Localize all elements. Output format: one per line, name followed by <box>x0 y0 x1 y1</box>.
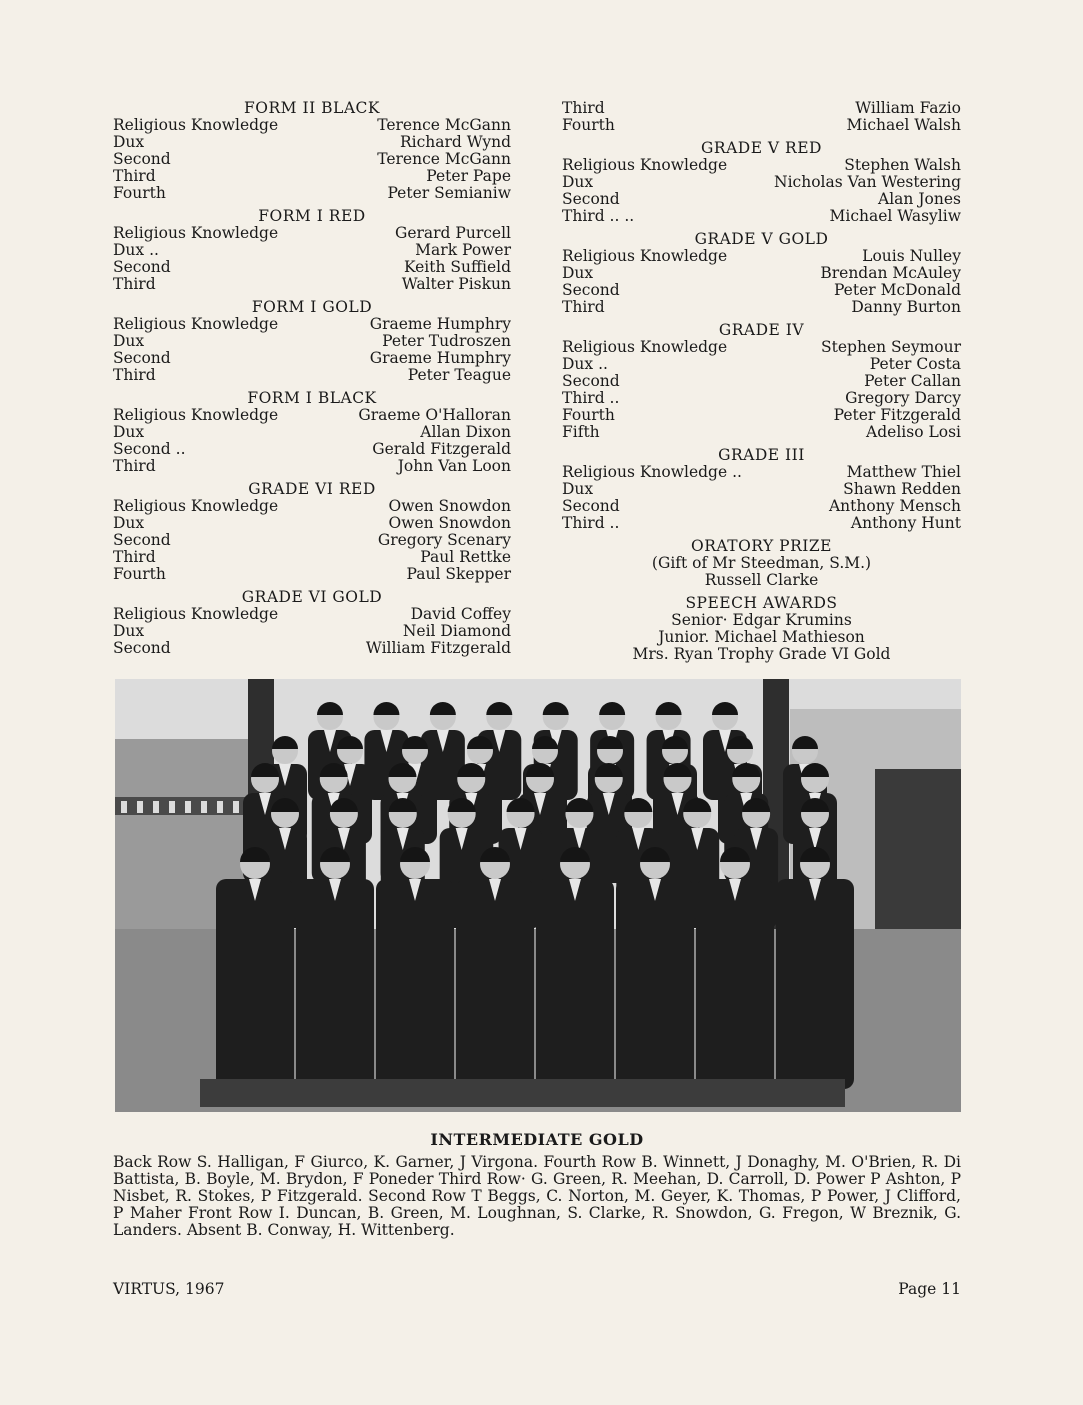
award-section <box>113 100 511 202</box>
award-category: Dux .. <box>113 241 159 259</box>
award-row <box>113 350 511 367</box>
award-row <box>113 225 511 242</box>
award-category: Fifth <box>562 423 600 441</box>
award-winner: Walter Piskun <box>401 275 511 293</box>
award-category: Third <box>562 99 605 117</box>
award-category: Second <box>113 349 171 367</box>
award-category: Dux <box>562 173 594 191</box>
award-category: Religious Knowledge <box>113 224 279 242</box>
oratory-winner: Russell Clarke <box>704 571 819 589</box>
award-category: Third .. <box>562 514 620 532</box>
student-body <box>616 879 694 1089</box>
award-category: Third .. .. <box>562 207 635 225</box>
award-category: Religious Knowledge <box>113 497 279 515</box>
student-body <box>696 879 774 1089</box>
award-category: Second <box>113 639 171 657</box>
award-section <box>113 390 511 475</box>
award-category: Dux <box>562 480 594 498</box>
award-winner: Danny Burton <box>851 298 961 316</box>
award-row <box>113 117 511 134</box>
award-category: Dux <box>113 622 145 640</box>
award-row <box>562 174 961 191</box>
photo-railing <box>169 801 175 813</box>
photo-railing <box>137 801 143 813</box>
award-winner: Adeliso Losi <box>866 423 961 441</box>
award-winner: Anthony Hunt <box>850 514 961 532</box>
award-winner: Stephen Seymour <box>821 338 961 356</box>
award-winner: William Fazio <box>855 99 961 117</box>
photo-railing <box>233 801 239 813</box>
award-category: Second .. <box>113 440 186 458</box>
photo-railing <box>201 801 207 813</box>
award-row <box>113 640 511 657</box>
section-title: FORM II BLACK <box>244 99 380 117</box>
award-row <box>113 242 511 259</box>
award-row <box>562 339 961 356</box>
award-category: Third <box>113 457 156 475</box>
award-section <box>113 481 511 583</box>
award-winner: Peter Pape <box>426 167 511 185</box>
award-category: Third <box>113 548 156 566</box>
award-row <box>562 282 961 299</box>
award-category: Second <box>113 258 171 276</box>
award-row <box>113 549 511 566</box>
award-section <box>113 589 511 657</box>
award-row <box>562 248 961 265</box>
section-title: GRADE V RED <box>701 139 822 157</box>
award-section <box>562 447 961 532</box>
award-winner: Peter Teague <box>407 366 511 384</box>
award-row <box>562 390 961 407</box>
award-row <box>562 157 961 174</box>
award-row <box>113 515 511 532</box>
section-title: GRADE VI RED <box>248 480 376 498</box>
award-section <box>562 322 961 441</box>
award-winner: Keith Suffield <box>403 258 511 276</box>
student-body <box>776 879 854 1089</box>
award-category: Dux <box>562 264 594 282</box>
oratory-donor: (Gift of Mr Steedman, S.M.) <box>651 554 872 572</box>
student-body <box>376 879 454 1089</box>
award-winner: Graeme Humphry <box>369 349 511 367</box>
award-row <box>562 464 961 481</box>
award-section <box>113 299 511 384</box>
award-row <box>113 316 511 333</box>
award-winner: Peter Semianiw <box>387 184 511 202</box>
award-winner: John Van Loon <box>397 457 511 475</box>
award-category: Religious Knowledge <box>562 338 728 356</box>
award-category: Second <box>113 150 171 168</box>
speech-junior: Junior. Michael Mathieson <box>658 628 865 646</box>
award-category: Second <box>562 372 620 390</box>
award-category: Religious Knowledge <box>562 156 728 174</box>
award-section <box>562 231 961 316</box>
award-row <box>113 276 511 293</box>
award-winner: Gerald Fitzgerald <box>372 440 511 458</box>
award-winner: Paul Skepper <box>406 565 511 583</box>
award-category: Dux <box>113 332 145 350</box>
award-row <box>113 259 511 276</box>
section-title: GRADE V GOLD <box>694 230 829 248</box>
left-column <box>113 100 511 657</box>
oratory-prize-section <box>562 538 961 589</box>
award-winner: Peter Costa <box>869 355 961 373</box>
award-category: Third <box>113 275 156 293</box>
footer-publication: VIRTUS, 1967 <box>113 1280 225 1298</box>
section-title: GRADE III <box>718 446 805 464</box>
award-winner: Louis Nulley <box>862 247 961 265</box>
speech-senior: Senior· Edgar Krumins <box>671 611 852 629</box>
award-row <box>113 424 511 441</box>
award-winner: Owen Snowdon <box>388 514 511 532</box>
section-title: FORM I GOLD <box>251 298 373 316</box>
section-title: GRADE VI GOLD <box>241 588 383 606</box>
speech-trophy: Mrs. Ryan Trophy Grade VI Gold <box>632 645 891 663</box>
award-winner: Michael Wasyliw <box>829 207 961 225</box>
caption-title: INTERMEDIATE GOLD <box>430 1130 644 1149</box>
award-winner: Mark Power <box>415 241 511 259</box>
photo-railing <box>185 801 191 813</box>
award-category: Third <box>113 366 156 384</box>
award-section <box>562 140 961 225</box>
award-row <box>562 515 961 532</box>
award-row <box>113 623 511 640</box>
caption-text: Back Row S. Halligan, F Giurco, K. Garner, J Virgona. Fourth Row B. Winnett, J Donaghy, M. O'Brien, R. Di Battista, B. Boyle, M. Brydon, F Poneder Third Row· G. Green, R. Meehan, D. Carroll, D. Power P Ashton, P Nisbet, R. Stokes, P Fitzgerald. Second Row T Beggs, C. Norton, M. Geyer, K. Thomas, P Power, J Clifford, P Maher Front Row I. Duncan, B. Green, M. Loughnan, S. Clarke, R. Snowdon, G. Fregon, W Breznik, G. Landers. Absent B. Conway, H. Wittenberg. <box>113 1153 961 1239</box>
award-row <box>113 168 511 185</box>
award-category: Second <box>562 497 620 515</box>
student-body <box>296 879 374 1089</box>
award-row <box>562 481 961 498</box>
class-photo-image <box>115 679 961 1112</box>
award-winner: Gregory Darcy <box>845 389 961 407</box>
award-category: Second <box>562 190 620 208</box>
section-title: SPEECH AWARDS <box>685 594 838 612</box>
award-winner: Peter Tudroszen <box>382 332 511 350</box>
award-category: Religious Knowledge <box>113 116 279 134</box>
award-row <box>113 333 511 350</box>
award-winner: Peter McDonald <box>833 281 961 299</box>
award-category: Fourth <box>113 184 166 202</box>
award-row <box>562 299 961 316</box>
award-row <box>562 100 961 117</box>
award-winner: Anthony Mensch <box>828 497 961 515</box>
award-row <box>562 407 961 424</box>
section-title: FORM I BLACK <box>247 389 377 407</box>
photo-railing <box>121 801 127 813</box>
award-row <box>562 265 961 282</box>
award-row <box>562 191 961 208</box>
award-winner: Paul Rettke <box>420 548 511 566</box>
award-winner: Richard Wynd <box>399 133 511 151</box>
award-row <box>562 498 961 515</box>
award-category: Dux <box>113 514 145 532</box>
award-winner: Peter Callan <box>864 372 961 390</box>
award-row <box>113 566 511 583</box>
award-winner: Michael Walsh <box>846 116 961 134</box>
award-winner: Brendan McAuley <box>820 264 961 282</box>
award-category: Dux <box>113 133 145 151</box>
award-row <box>113 458 511 475</box>
award-row <box>113 367 511 384</box>
award-category: Second <box>113 531 171 549</box>
award-category: Third <box>113 167 156 185</box>
award-row <box>562 208 961 225</box>
award-category: Religious Knowledge <box>113 605 279 623</box>
award-category: Second <box>562 281 620 299</box>
right-column <box>562 100 961 663</box>
award-winner: Terence McGann <box>377 150 511 168</box>
award-row <box>113 498 511 515</box>
award-category: Dux <box>113 423 145 441</box>
award-winner: Graeme Humphry <box>369 315 511 333</box>
award-winner: Peter Fitzgerald <box>833 406 961 424</box>
award-winner: Allan Dixon <box>420 423 511 441</box>
award-winner: David Coffey <box>410 605 511 623</box>
award-category: Fourth <box>562 406 615 424</box>
student-body <box>456 879 534 1089</box>
award-winner: Gerard Purcell <box>394 224 511 242</box>
photo-bench-shadow <box>200 1079 845 1107</box>
award-row <box>562 356 961 373</box>
award-row <box>562 424 961 441</box>
award-row <box>113 441 511 458</box>
award-category: Religious Knowledge <box>113 406 279 424</box>
award-winner: Alan Jones <box>878 190 961 208</box>
award-winner: Graeme O'Halloran <box>358 406 511 424</box>
award-row <box>113 532 511 549</box>
award-winner: William Fitzgerald <box>365 639 511 657</box>
award-winner: Matthew Thiel <box>846 463 961 481</box>
award-row <box>113 185 511 202</box>
award-category: Third <box>562 298 605 316</box>
award-category: Fourth <box>562 116 615 134</box>
speech-awards-section <box>562 595 961 663</box>
award-winner: Neil Diamond <box>402 622 511 640</box>
award-winner: Shawn Redden <box>843 480 961 498</box>
award-category: Religious Knowledge <box>113 315 279 333</box>
photo-railing <box>153 801 159 813</box>
section-title: GRADE IV <box>718 321 805 339</box>
section-title: ORATORY PRIZE <box>691 537 832 555</box>
award-row <box>113 151 511 168</box>
award-row <box>562 373 961 390</box>
award-row <box>562 117 961 134</box>
award-winner: Gregory Scenary <box>377 531 511 549</box>
student-body <box>216 879 294 1089</box>
award-category: Religious Knowledge <box>562 247 728 265</box>
award-winner: Stephen Walsh <box>844 156 961 174</box>
award-section <box>113 208 511 293</box>
award-row <box>113 134 511 151</box>
award-category: Fourth <box>113 565 166 583</box>
award-category: Dux .. <box>562 355 608 373</box>
award-winner: Nicholas Van Westering <box>774 173 961 191</box>
class-photo <box>115 679 961 1112</box>
award-row <box>113 407 511 424</box>
student-body <box>536 879 614 1089</box>
award-winner: Terence McGann <box>377 116 511 134</box>
award-row <box>113 606 511 623</box>
award-winner: Owen Snowdon <box>388 497 511 515</box>
award-category: Religious Knowledge .. <box>562 463 742 481</box>
award-category: Third .. <box>562 389 620 407</box>
photo-railing <box>217 801 223 813</box>
footer-page-number: Page 11 <box>898 1280 961 1298</box>
section-title: FORM I RED <box>258 207 366 225</box>
